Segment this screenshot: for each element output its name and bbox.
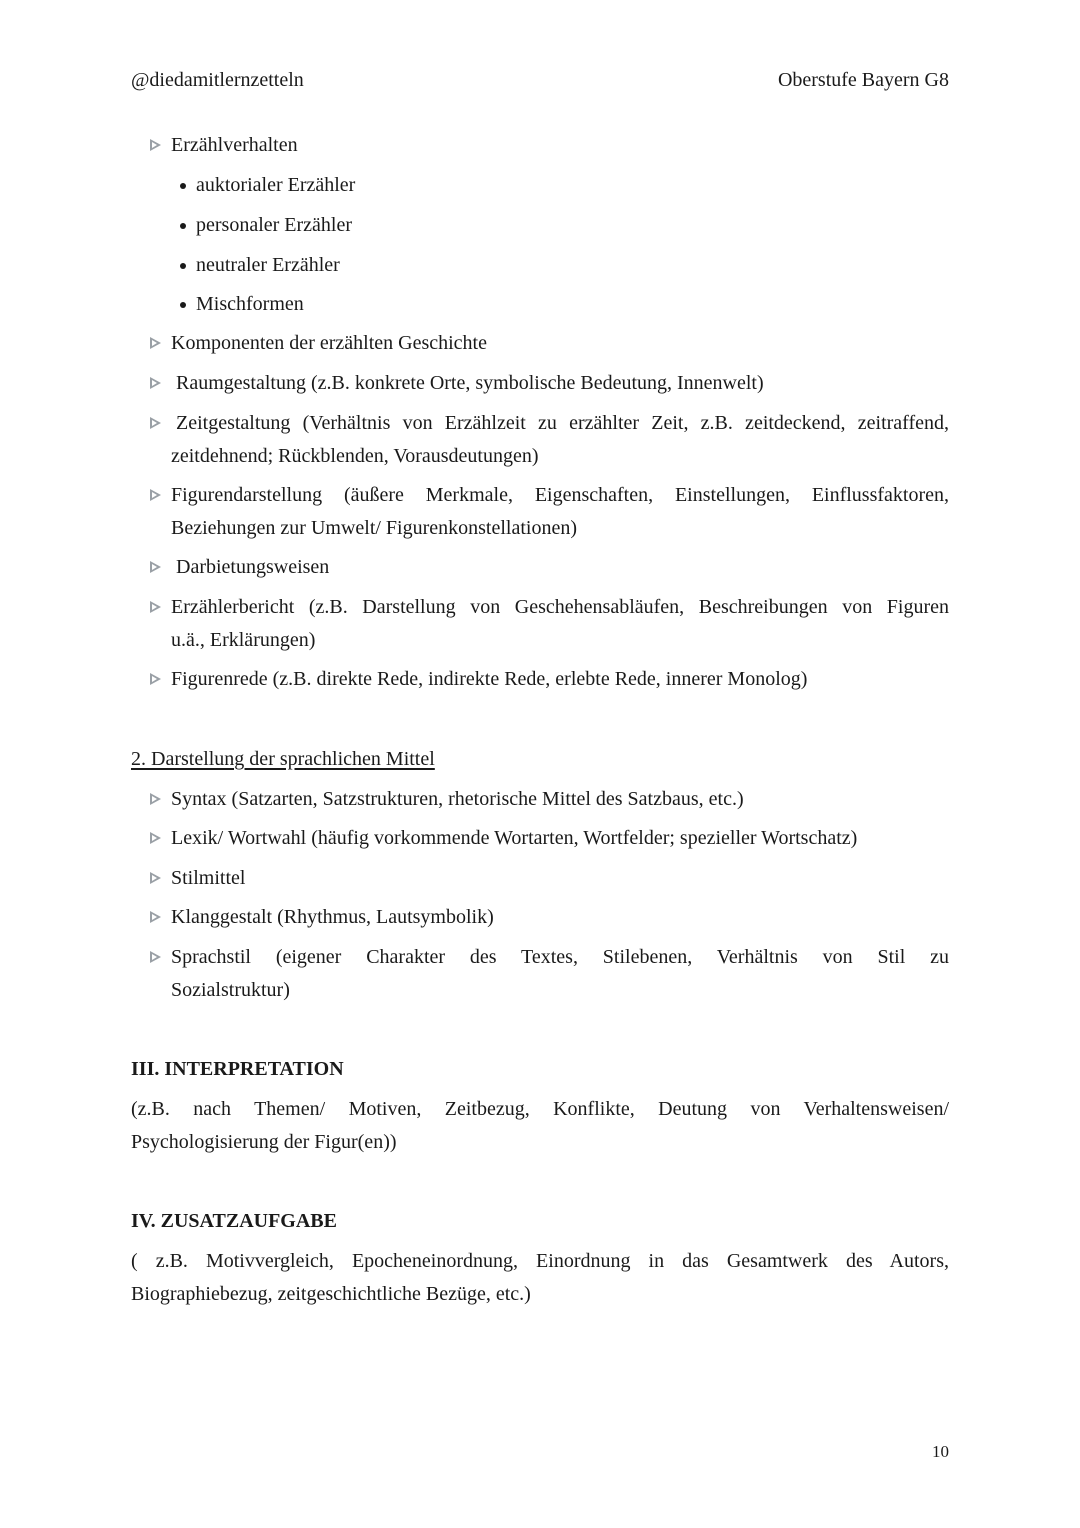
triangle-bullet-icon [150,911,161,923]
zeitgestaltung-line-2: zeitdehnend; Rückblenden, Vorausdeutungen) [171,445,539,467]
bullet-dot-icon [180,263,186,269]
sprachstil-line-2: Sozialstruktur) [171,979,290,1001]
figurendarstellung-line-1: Figurendarstellung (äußere Merkmale, Eigenschaften, Einstellungen, Einflussfaktoren, [171,484,949,506]
header-left: @diedamitlernzetteln [131,69,304,91]
section-heading-interpretation: III. INTERPRETATION [131,1058,344,1080]
interpretation-line-2: Psychologisierung der Figur(en)) [131,1131,397,1153]
triangle-bullet-icon [150,872,161,884]
interpretation-line-1: (z.B. nach Themen/ Motiven, Zeitbezug, Konflikte, Deutung von Verhaltensweisen/ [131,1098,949,1120]
bullet-item: personaler Erzähler [196,214,353,236]
bullet-item: neutraler Erzähler [196,254,340,276]
triangle-bullet-icon [150,673,161,685]
sprachstil-line-1: Sprachstil (eigener Charakter des Textes, Stilebenen, Verhältnis von Stil zu [171,946,949,968]
bullet-dot-icon [180,183,186,189]
triangle-bullet-icon [150,139,161,151]
figurenrede-item: Figurenrede (z.B. direkte Rede, indirekte Rede, erlebte Rede, innerer Monolog) [171,668,808,690]
triangle-bullet-icon [150,601,161,613]
erzaehlerbericht-line-2: u.ä., Erklärungen) [171,629,316,651]
zusatzaufgabe-line-2: Biographiebezug, zeitgeschichtliche Bezüge, etc.) [131,1283,531,1305]
bullet-dot-icon [180,302,186,308]
erzaehlerbericht-line-1: Erzählerbericht (z.B. Darstellung von Geschehensabläufen, Beschreibungen von Figuren [171,596,949,618]
section-heading-sprachliche-mittel: 2. Darstellung der sprachlichen Mittel [131,748,435,770]
stilmittel-item: Stilmittel [171,867,246,889]
darbietungsweisen-item: Darbietungsweisen [176,556,330,578]
triangle-bullet-icon [150,832,161,844]
triangle-bullet-icon [150,377,161,389]
bullet-item: auktorialer Erzähler [196,174,356,196]
lexik-item: Lexik/ Wortwahl (häufig vorkommende Wortarten, Wortfelder; spezieller Wortschatz) [171,827,858,849]
komponenten-item: Komponenten der erzählten Geschichte [171,332,487,354]
raumgestaltung-item: Raumgestaltung (z.B. konkrete Orte, symbolische Bedeutung, Innenwelt) [176,372,764,394]
triangle-bullet-icon [150,337,161,349]
bullet-item: Mischformen [196,293,304,315]
syntax-item: Syntax (Satzarten, Satzstrukturen, rhetorische Mittel des Satzbaus, etc.) [171,788,744,810]
triangle-bullet-icon [150,561,161,573]
figurendarstellung-line-2: Beziehungen zur Umwelt/ Figurenkonstellationen) [171,517,578,539]
zeitgestaltung-line-1: Zeitgestaltung (Verhältnis von Erzählzeit zu erzählter Zeit, z.B. zeitdeckend, zeitraffend, [176,412,949,434]
klanggestalt-item: Klanggestalt (Rhythmus, Lautsymbolik) [171,906,494,928]
triangle-bullet-icon [150,489,161,501]
page-number: 10 [932,1442,949,1461]
zusatzaufgabe-line-1: ( z.B. Motivvergleich, Epocheneinordnung, Einordnung in das Gesamtwerk des Autors, [131,1250,949,1272]
triangle-bullet-icon [150,793,161,805]
triangle-bullet-icon [150,417,161,429]
bullet-dot-icon [180,223,186,229]
section-heading-zusatzaufgabe: IV. ZUSATZAUFGABE [131,1210,337,1232]
erzaehlverhalten-item: Erzählverhalten [171,134,298,156]
triangle-bullet-icon [150,951,161,963]
header-right: Oberstufe Bayern G8 [777,69,949,91]
